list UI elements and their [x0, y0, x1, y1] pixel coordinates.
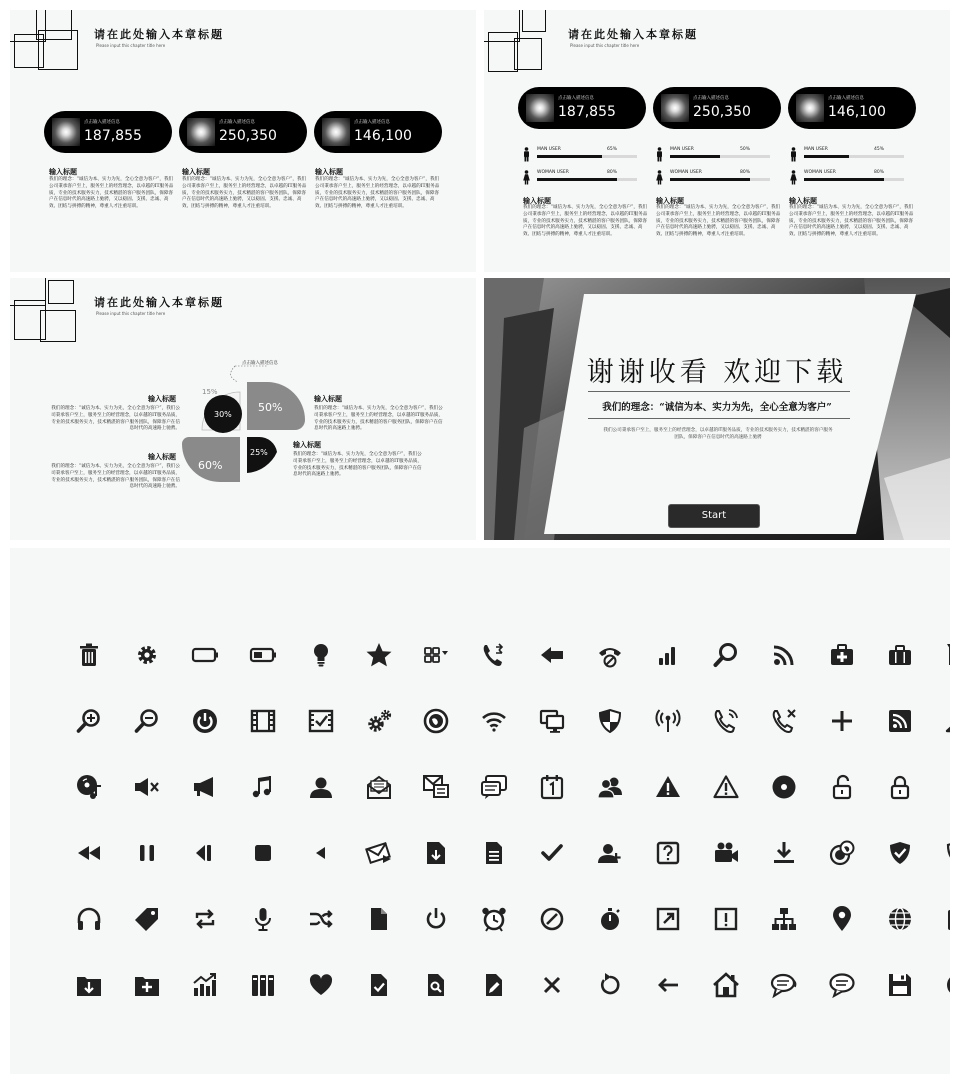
- pill-value: 187,855: [84, 128, 142, 144]
- calendar-day-icon: [538, 773, 566, 801]
- pill-label: 点击输入描述信息: [219, 120, 255, 125]
- header-square-2: [522, 10, 546, 32]
- pill-value: 250,350: [693, 104, 751, 120]
- rewind-icon: [75, 839, 103, 867]
- file-download-icon: [422, 839, 450, 867]
- block-heading-4: 输入标题: [293, 440, 321, 449]
- chapter-subtitle: Please input this chapter title here: [96, 311, 166, 316]
- gears-icon: [365, 707, 393, 735]
- pill-label: 点击输入描述信息: [354, 120, 390, 125]
- header-square-3: [514, 38, 542, 70]
- block-body-1: 我们的理念：“诚信为本、实力为先，全心全意为客户”，我们公司秉承客户至上，服务至上的经营理念，以卓越的IT服务品质，专业的技术服务实力，技术精湛的客户服务团队，保障客户在信息时代的高速路上驰骋。: [51, 406, 180, 432]
- mute-icon: [133, 773, 161, 801]
- column-body-2: 我们的理念：“诚信为本、实力为先，全心全意为客户”，我们公司秉承客户至上，服务至上的经营理念，以卓越的IT服务品质，专业的技术服务实力，技术精湛的客户服务团队，保障客户在信息时代的高速路上驰骋，又以稳固、支援、忠诚、高效、团结与拼搏的精神，尊重人才注重培训。: [182, 177, 307, 210]
- heart-icon: [307, 971, 335, 999]
- gear-icon: [133, 641, 161, 669]
- signal-tower-icon: [944, 641, 951, 669]
- medkit-icon: [828, 641, 856, 669]
- phone-ring-icon: [712, 707, 740, 735]
- pill-label: 点击输入描述信息: [558, 96, 594, 101]
- play-back-icon: [307, 839, 335, 867]
- stat-percent: 80%: [740, 170, 751, 175]
- light-burst-image: [796, 94, 824, 122]
- stat-progress-fill: [670, 178, 750, 181]
- home-icon: [712, 971, 740, 999]
- thermometer-icon: [944, 773, 951, 801]
- stat-pill-2: [653, 87, 781, 129]
- battery-empty-icon: [191, 641, 219, 669]
- globe-icon: [886, 905, 914, 933]
- zoom-in-icon: [75, 707, 103, 735]
- divider-top: [588, 391, 850, 392]
- rss-icon: [770, 641, 798, 669]
- motto-line: 我们的理念：“诚信为本、实力为先，全心全意为客户”: [602, 402, 832, 413]
- film-check-icon: [307, 707, 335, 735]
- columns-icon: [249, 971, 277, 999]
- microphone-icon: [249, 905, 277, 933]
- divider-bottom: [588, 418, 850, 419]
- column-heading-3: 输入标题: [789, 196, 817, 205]
- file-edit-icon: [480, 971, 508, 999]
- external-link-icon: [654, 905, 682, 933]
- stat-progress-track: [670, 155, 770, 158]
- globe-badge-icon: [422, 707, 450, 735]
- chapter-subtitle: Please input this chapter title here: [570, 43, 640, 48]
- stat-progress-track: [537, 178, 637, 181]
- light-burst-image: [526, 94, 554, 122]
- stat-pill-1: [44, 111, 172, 153]
- shield-outline-icon: [944, 839, 951, 867]
- shield-half-icon: [596, 707, 624, 735]
- sitemap-icon: [770, 905, 798, 933]
- light-burst-image: [187, 118, 215, 146]
- video-camera-icon: [712, 839, 740, 867]
- disc-icon: [770, 773, 798, 801]
- mail-send-icon: [365, 839, 393, 867]
- repeat-icon: [191, 905, 219, 933]
- chapter-title: 请在此处输入本章标题: [568, 28, 698, 41]
- download-icon: [770, 839, 798, 867]
- man-user-stat: [790, 147, 910, 163]
- step-back-icon: [191, 839, 219, 867]
- block-heading-2: 输入标题: [148, 452, 176, 461]
- phone-hangup-icon: [770, 707, 798, 735]
- alarm-clock-icon: [480, 905, 508, 933]
- woman-user-stat: [790, 170, 910, 186]
- stat-progress-fill: [537, 178, 617, 181]
- petal-label-15: 15%: [202, 388, 218, 396]
- stat-percent: 65%: [607, 147, 618, 152]
- pill-value: 146,100: [828, 104, 886, 120]
- shuffle-icon: [307, 905, 335, 933]
- slide-thank-you: [484, 278, 950, 540]
- chapter-subtitle: Please input this chapter title here: [96, 43, 166, 48]
- map-pin-icon: [828, 905, 856, 933]
- music-disc-icon: [75, 773, 103, 801]
- header-square-2: [48, 280, 74, 304]
- check-icon: [538, 839, 566, 867]
- music-note-icon: [249, 773, 277, 801]
- callout-label: 点击输入描述信息: [242, 361, 278, 366]
- signal-bars-icon: [654, 641, 682, 669]
- petal-label-50: 50%: [258, 401, 283, 414]
- alert-box-icon: [712, 905, 740, 933]
- slide-stats-pills: [10, 10, 476, 272]
- stat-pill-3: [314, 111, 442, 153]
- pill-label: 点击输入描述信息: [693, 96, 729, 101]
- document-icon: [480, 839, 508, 867]
- man-user-stat: [523, 147, 643, 163]
- stat-percent: 80%: [874, 170, 885, 175]
- column-body-3: 我们的理念：“诚信为本、实力为先，全心全意为客户”，我们公司秉承客户至上，服务至上的经营理念，以卓越的IT服务品质，专业的技术服务实力，技术精湛的客户服务团队，保障客户在信息时代的高速路上驰骋，又以稳固、支援、忠诚、高效、团结与拼搏的精神，尊重人才注重培训。: [315, 177, 440, 210]
- stat-label: WOMAN USER: [804, 170, 836, 175]
- stat-label: MAN USER: [537, 147, 561, 152]
- column-heading-2: 输入标题: [182, 167, 210, 176]
- folder-add-icon: [133, 971, 161, 999]
- wifi-icon: [480, 707, 508, 735]
- man-icon: [523, 147, 530, 162]
- pill-label: 点击输入描述信息: [84, 120, 120, 125]
- stat-progress-fill: [670, 155, 720, 158]
- zoom-out-icon: [133, 707, 161, 735]
- triangle-ramp-icon: [944, 707, 951, 735]
- rss-square-icon: [886, 707, 914, 735]
- headphones-icon: [75, 905, 103, 933]
- column-heading-3: 输入标题: [315, 167, 343, 176]
- block-body-3: 我们的理念：“诚信为本、实力为先，全心全意为客户”，我们公司秉承客户至上，服务至上的经营理念，以卓越的IT服务品质，专业的技术服务实力，技术精湛的客户服务团队，保障客户在信息时代的高速路上驰骋。: [314, 406, 443, 432]
- column-body-1: 我们的理念：“诚信为本、实力为先，全心全意为客户”，我们公司秉承客户至上，服务至上的经营理念，以卓越的IT服务品质，专业的技术服务实力，技术精湛的客户服务团队，保障客户在信息时代的高速路上驰骋，又以稳固、支援、忠诚、高效、团结与拼搏的精神，尊重人才注重培训。: [49, 177, 174, 210]
- slide-user-stats: [484, 10, 950, 272]
- column-heading-1: 输入标题: [523, 196, 551, 205]
- thank-you-title: 谢谢收看 欢迎下载: [586, 357, 848, 388]
- chapter-title: 请在此处输入本章标题: [94, 296, 224, 309]
- slide-petal-chart: [10, 278, 476, 540]
- woman-icon: [523, 170, 530, 185]
- speech-bubbles-icon: [770, 971, 798, 999]
- help-box-icon: [654, 839, 682, 867]
- lightbulb-icon: [307, 641, 335, 669]
- pause-icon: [133, 839, 161, 867]
- company-description: 我们公司秉承客户至上，服务至上的经营理念，以卓越的IT服务品质，专业的技术服务实力，技术精湛的客户服务团队，保障客户在信息时代的高速路上驰骋: [603, 428, 833, 440]
- block-heading-1: 输入标题: [148, 394, 176, 403]
- petal-label-25: 25%: [250, 448, 268, 457]
- stat-pill-3: [788, 87, 916, 129]
- chart-up-icon: [191, 971, 219, 999]
- mail-open-icon: [365, 773, 393, 801]
- power-icon: [191, 707, 219, 735]
- man-user-stat: [656, 147, 776, 163]
- briefcase-icon: [886, 641, 914, 669]
- warning-filled-icon: [654, 773, 682, 801]
- callout-line: [231, 366, 268, 382]
- warning-outline-icon: [712, 773, 740, 801]
- lock-icon: [886, 773, 914, 801]
- block-body-4: 我们的理念：“诚信为本、实力为先，全心全意为客户”，我们公司秉承客户至上，服务至上的经营理念，以卓越的IT服务品质，专业的技术服务实力，技术精湛的客户服务团队，保障客户在信息时代的高速路上驰骋。: [293, 452, 422, 478]
- woman-icon: [656, 170, 663, 185]
- file-search-icon: [422, 971, 450, 999]
- stat-progress-track: [804, 155, 904, 158]
- magnifier-icon: [712, 641, 740, 669]
- lock-open-icon: [828, 773, 856, 801]
- petal-label-60: 60%: [198, 459, 223, 472]
- star-icon: [365, 641, 393, 669]
- header-square-4: [488, 32, 518, 72]
- stat-label: WOMAN USER: [537, 170, 569, 175]
- chapter-title: 请在此处输入本章标题: [94, 28, 224, 41]
- stat-percent: 80%: [607, 170, 618, 175]
- pill-value: 250,350: [219, 128, 277, 144]
- power-small-icon: [422, 905, 450, 933]
- folder-download-icon: [75, 971, 103, 999]
- pill-label: 点击输入描述信息: [828, 96, 864, 101]
- petal-diagram: [180, 362, 320, 502]
- speech-bubble-icon: [828, 971, 856, 999]
- no-entry-icon: [538, 905, 566, 933]
- block-body-2: 我们的理念：“诚信为本、实力为先，全心全意为客户”，我们公司秉承客户至上，服务至上的经营理念，以卓越的IT服务品质，专业的技术服务实力，技术精湛的客户服务团队，保障客户在信息时代的高速路上驰骋。: [51, 464, 180, 490]
- mail-stack-icon: [422, 773, 450, 801]
- column-heading-2: 输入标题: [656, 196, 684, 205]
- column-body-3: 我们的理念：“诚信为本、实力为先，全心全意为客户”，我们公司秉承客户至上，服务至上的经营理念，以卓越的IT服务品质，专业的技术服务实力，技术精湛的客户服务团队，保障客户在信息时代的高速路上驰骋，又以稳固、支援、忠诚、高效、团结与拼搏的精神，尊重人才注重培训。: [789, 205, 914, 238]
- monitors-icon: [538, 707, 566, 735]
- woman-icon: [790, 170, 797, 185]
- shield-check-icon: [886, 839, 914, 867]
- header-square-4: [14, 34, 44, 68]
- light-burst-image: [322, 118, 350, 146]
- file-check-icon: [365, 971, 393, 999]
- header-square-4: [14, 300, 46, 340]
- stat-progress-fill: [804, 178, 884, 181]
- stat-progress-track: [804, 178, 904, 181]
- grid-menu-icon: [422, 641, 450, 669]
- globe-ring-icon: [828, 839, 856, 867]
- close-icon: [538, 971, 566, 999]
- woman-user-stat: [656, 170, 776, 186]
- clock-icon: [944, 971, 951, 999]
- floppy-icon: [886, 971, 914, 999]
- stop-icon: [249, 839, 277, 867]
- stat-pill-2: [179, 111, 307, 153]
- header-square-3: [38, 30, 78, 70]
- users-icon: [596, 773, 624, 801]
- light-burst-image: [52, 118, 80, 146]
- pill-value: 146,100: [354, 128, 412, 144]
- man-icon: [656, 147, 663, 162]
- trash-icon: [75, 641, 103, 669]
- stat-label: MAN USER: [670, 147, 694, 152]
- phone-forward-icon: [480, 641, 508, 669]
- phone-blocked-icon: [596, 641, 624, 669]
- stat-progress-fill: [804, 155, 849, 158]
- stat-label: MAN USER: [804, 147, 828, 152]
- battery-half-icon: [249, 641, 277, 669]
- slide-icon-set: [10, 548, 950, 1074]
- plus-icon: [828, 707, 856, 735]
- user-add-icon: [596, 839, 624, 867]
- arrow-left-icon: [538, 641, 566, 669]
- stat-progress-fill: [537, 155, 602, 158]
- calendar-grid-icon: [944, 905, 951, 933]
- stat-percent: 50%: [740, 147, 751, 152]
- block-heading-3: 输入标题: [314, 394, 342, 403]
- file-icon: [365, 905, 393, 933]
- user-icon: [307, 773, 335, 801]
- woman-user-stat: [523, 170, 643, 186]
- stat-progress-track: [670, 178, 770, 181]
- petal-label-30: 30%: [214, 410, 232, 419]
- column-heading-1: 输入标题: [49, 167, 77, 176]
- stopwatch-icon: [596, 905, 624, 933]
- antenna-icon: [654, 707, 682, 735]
- stat-pill-1: [518, 87, 646, 129]
- stat-percent: 45%: [874, 147, 885, 152]
- man-icon: [790, 147, 797, 162]
- stat-label: WOMAN USER: [670, 170, 702, 175]
- light-burst-image: [661, 94, 689, 122]
- chat-icon: [480, 773, 508, 801]
- white-panel: [544, 294, 916, 534]
- stat-progress-track: [537, 155, 637, 158]
- refresh-icon: [596, 971, 624, 999]
- tag-icon: [133, 905, 161, 933]
- start-button[interactable]: Start: [668, 504, 760, 528]
- megaphone-icon: [191, 773, 219, 801]
- film-icon: [249, 707, 277, 735]
- arrow-back-icon: [654, 971, 682, 999]
- column-body-1: 我们的理念：“诚信为本、实力为先，全心全意为客户”，我们公司秉承客户至上，服务至上的经营理念，以卓越的IT服务品质，专业的技术服务实力，技术精湛的客户服务团队，保障客户在信息时代的高速路上驰骋，又以稳固、支援、忠诚、高效、团结与拼搏的精神，尊重人才注重培训。: [523, 205, 648, 238]
- pill-value: 187,855: [558, 104, 616, 120]
- column-body-2: 我们的理念：“诚信为本、实力为先，全心全意为客户”，我们公司秉承客户至上，服务至上的经营理念，以卓越的IT服务品质，专业的技术服务实力，技术精湛的客户服务团队，保障客户在信息时代的高速路上驰骋，又以稳固、支援、忠诚、高效、团结与拼搏的精神，尊重人才注重培训。: [656, 205, 781, 238]
